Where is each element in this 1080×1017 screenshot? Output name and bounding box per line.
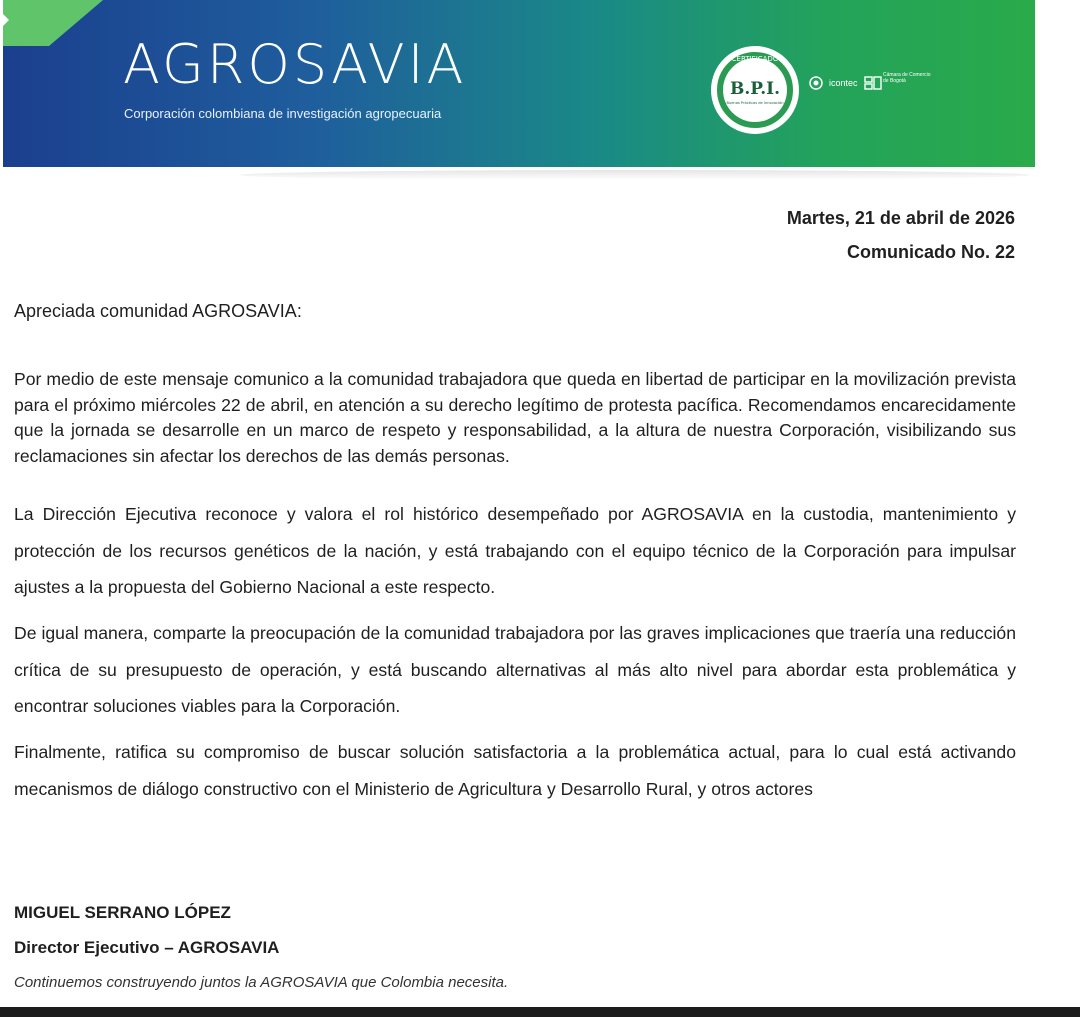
bottom-bar bbox=[0, 1007, 1080, 1017]
paragraph-1: Por medio de este mensaje comunico a la comunidad trabajadora que queda en libertad de participar en la movilización prevista para el próximo miércoles 22 de abril, en atención a su derecho legítimo de protesta pacífica. Recomendamos encarecidamente que la jornada se desarrolle en un marco de respeto y responsabilidad, a la altura de nuestra Corporación, visibilizando sus reclamaciones sin afectar los derechos de las demás personas. bbox=[14, 369, 1016, 466]
paragraph-3: De igual manera, comparte la preocupación de la comunidad trabajadora por las graves implicaciones que traería una reducción crítica de su presupuesto de operación, y está buscando alternativas al más alto nivel para abordar esta problemática y encontrar soluciones viables para la Corporación. bbox=[14, 623, 1016, 716]
signatory-name: MIGUEL SERRANO LÓPEZ bbox=[14, 903, 231, 922]
greeting: Apreciada comunidad AGROSAVIA: bbox=[14, 301, 302, 321]
paragraph-4: Finalmente, ratifica su compromiso de buscar solución satisfactoria a la problemática actual, para lo cual está activando mecanismos de diálogo constructivo con el Ministerio de Agricultura y Desarrollo Rural, y otros actores bbox=[14, 742, 1016, 799]
header-shadow bbox=[240, 170, 1030, 180]
chamber-icon bbox=[864, 76, 882, 90]
corner-accent bbox=[3, 0, 103, 46]
bpi-seal-icon bbox=[709, 44, 801, 136]
seal-top-text: CERTIFICADO bbox=[731, 55, 779, 63]
brand-logo: AGROSAVIA bbox=[123, 33, 467, 96]
chamber-label: Cámara de Comercio de Bogotá bbox=[883, 72, 931, 84]
closing-motto: Continuemos construyendo juntos la AGROSAVIA que Colombia necesita. bbox=[14, 974, 509, 991]
header-banner bbox=[3, 0, 1035, 167]
document-date: Martes, 21 de abril de 2026 bbox=[786, 208, 1015, 228]
certification-logos bbox=[809, 75, 882, 91]
communique-number: Comunicado No. 22 bbox=[846, 242, 1015, 262]
seal-sub-text: Buenas Prácticas de Innovación bbox=[726, 101, 784, 105]
brand-tagline: Corporación colombiana de investigación agropecuaria bbox=[124, 106, 442, 121]
icontec-label: icontec bbox=[829, 78, 858, 88]
icontec-icon bbox=[809, 76, 823, 90]
signatory-role: Director Ejecutivo – AGROSAVIA bbox=[14, 938, 280, 957]
seal-main-text: B.P.I. bbox=[729, 79, 781, 99]
paragraph-2: La Dirección Ejecutiva reconoce y valora el rol histórico desempeñado por AGROSAVIA en la custodia, mantenimiento y protección de los recursos genéticos de la nación, y está trabajando con el equipo técnico de la Corporación para impulsar ajustes a la propuesta del Gobierno Nacional a este respecto. bbox=[14, 504, 1016, 597]
